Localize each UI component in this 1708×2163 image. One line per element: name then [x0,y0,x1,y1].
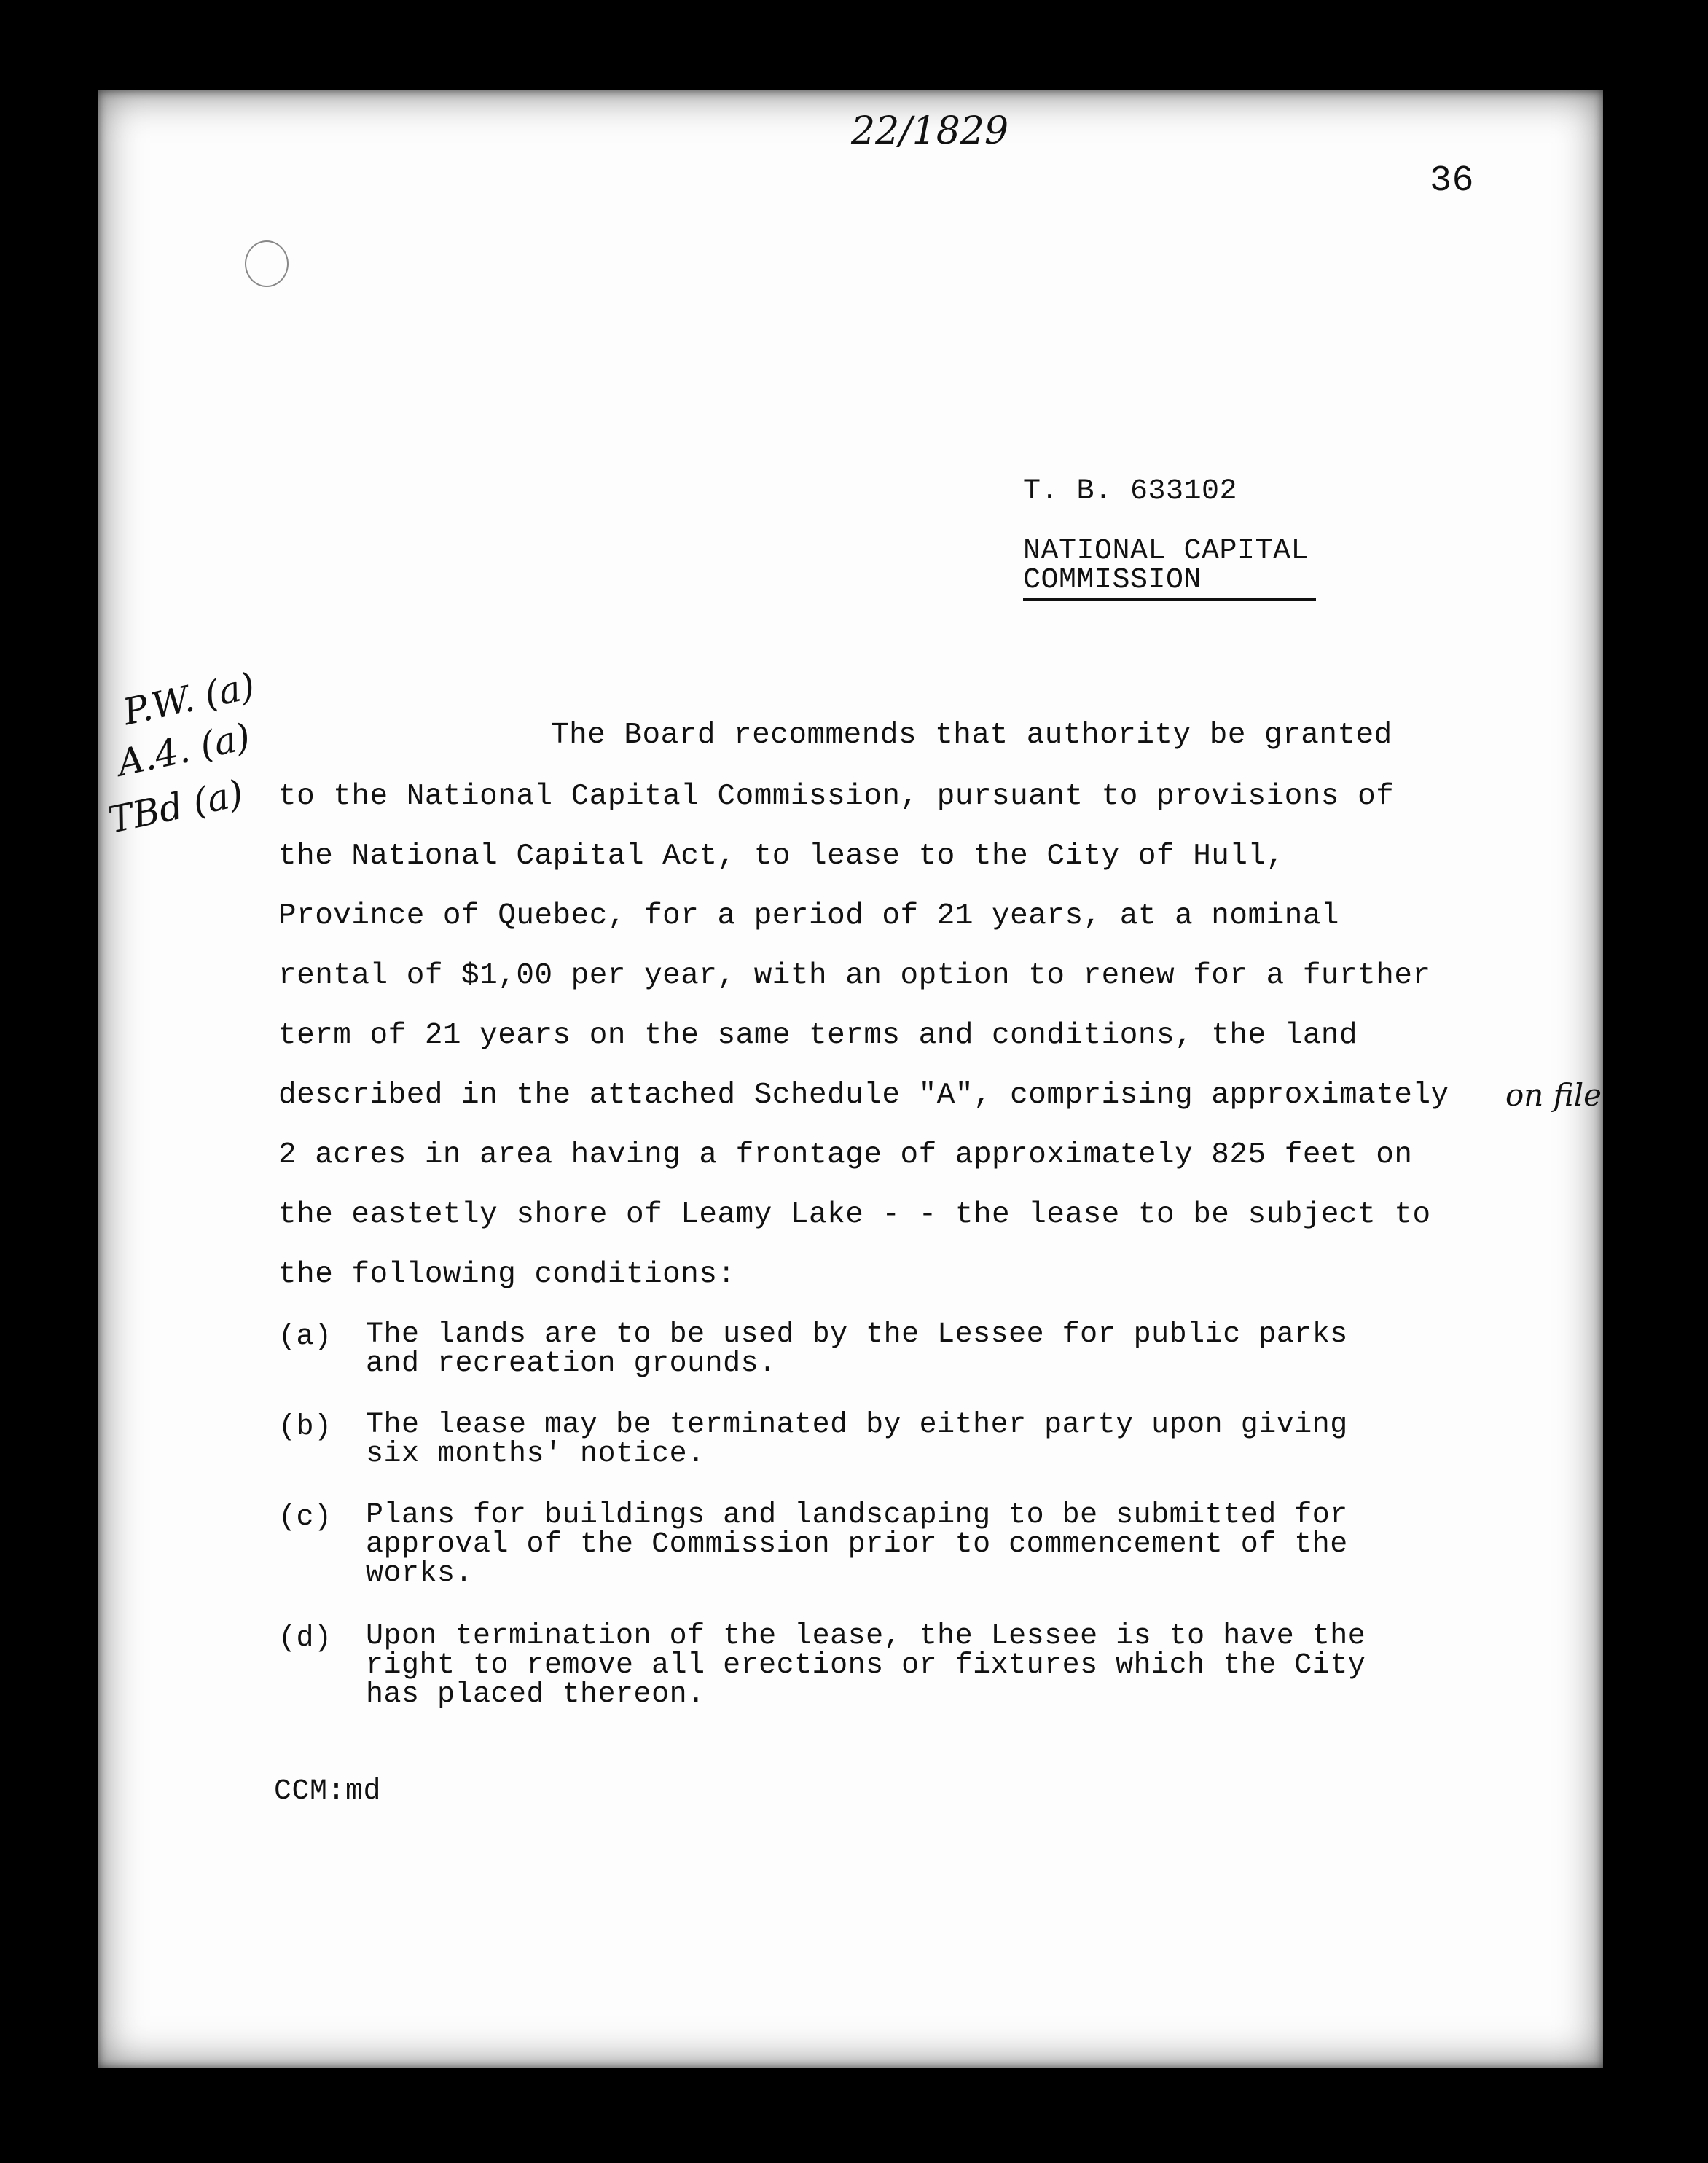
handwritten-file-number: 22/1829 [851,109,1009,153]
condition-text-b: The lease may be terminated by either party upon giving six months' notice. [366,1409,1348,1471]
condition-label-c: (c) [278,1501,332,1534]
punch-hole [245,240,289,287]
body-line-3: the National Capital Act, to lease to the City of Hull, [278,840,1285,873]
body-line-1: The Board recommends that authority be granted [551,719,1392,752]
typist-initials: CCM:md [274,1775,382,1808]
condition-text-d: Upon termination of the lease, the Lessee is to have the right to remove all erections or fixtures which the City has placed thereon. [366,1620,1366,1711]
body-line-10: the following conditions: [278,1258,736,1291]
condition-label-a: (a) [278,1321,332,1353]
margin-note-on-file: on file [1505,1077,1602,1113]
body-line-4: Province of Quebec, for a period of 21 years, at a nominal [278,899,1340,933]
condition-label-b: (b) [278,1411,332,1444]
body-line-2: to the National Capital Commission, pursuant to provisions of [278,780,1395,813]
margin-note-3: TBd (a) [105,772,247,842]
org-line-2: COMMISSION [1023,564,1202,597]
margin-note-2: A.4. (a) [113,715,254,785]
body-line-9: the eastetly shore of Leamy Lake - - the lease to be subject to [278,1198,1431,1232]
body-line-6: term of 21 years on the same terms and conditions, the land [278,1019,1358,1052]
org-line-1: NATIONAL CAPITAL [1023,535,1309,568]
margin-note-1: P.W. (a) [119,664,259,734]
condition-label-d: (d) [278,1622,332,1655]
body-line-5: rental of $1,00 per year, with an option to renew for a further [278,959,1431,993]
condition-text-a: The lands are to be used by the Lessee for public parks and recreation grounds. [366,1318,1348,1380]
page-number: 36 [1430,160,1475,202]
body-line-8: 2 acres in area having a frontage of approximately 825 feet on [278,1138,1413,1172]
condition-text-c: Plans for buildings and landscaping to be submitted for approval of the Commission prior to commencement of the works. [366,1499,1348,1590]
reference-number: T. B. 633102 [1023,475,1238,508]
header-underline [1023,598,1316,601]
body-line-7: described in the attached Schedule "A", comprising approximately [278,1079,1449,1112]
